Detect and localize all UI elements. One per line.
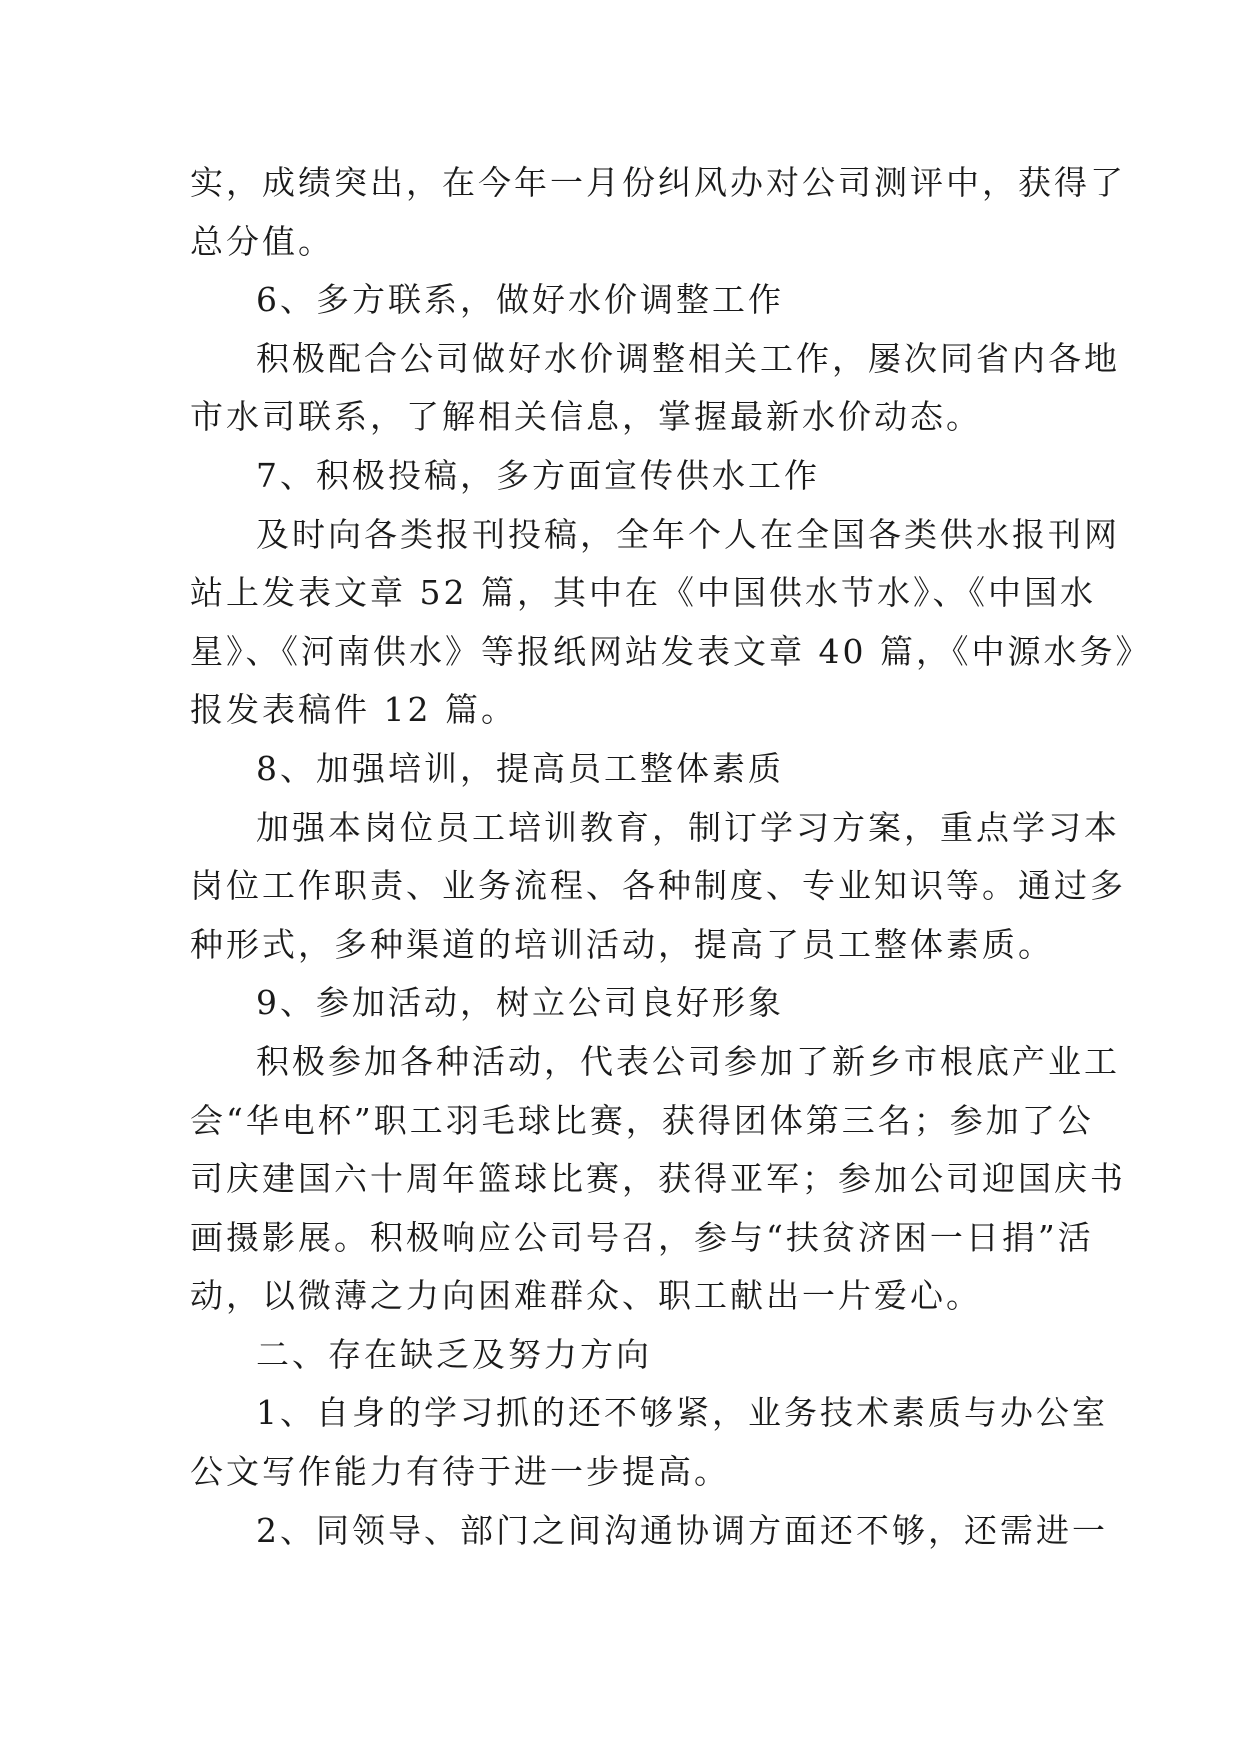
text-line: 种形式，多种渠道的培训活动，提高了员工整体素质。 (190, 924, 1054, 964)
text-line: 二、存在缺乏及努力方向 (256, 1334, 652, 1374)
text-line: 实，成绩突出，在今年一月份纠风办对公司测评中，获得了 (190, 163, 1126, 202)
text-line: 积极配合公司做好水价调整相关工作，屡次同省内各地 (256, 338, 1120, 378)
text-line: 总分值。 (190, 221, 334, 261)
text-line: 6、多方联系，做好水价调整工作 (256, 280, 784, 320)
text-line: 1、自身的学习抓的还不够紧，业务技术素质与办公室 (256, 1393, 1108, 1433)
text-line: 岗位工作职责、业务流程、各种制度、专业知识等。通过多 (190, 866, 1126, 906)
text-line: 加强本岗位员工培训教育，制订学习方案，重点学习本 (256, 807, 1120, 847)
text-line: 8、加强培训，提高员工整体素质 (256, 748, 784, 788)
text-line: 会“华电杯”职工羽毛球比赛，获得团体第三名；参加了公 (190, 1100, 1094, 1140)
text-line: 2、同领导、部门之间沟通协调方面还不够，还需进一 (256, 1510, 1108, 1550)
text-line: 公文写作能力有待于进一步提高。 (190, 1452, 730, 1492)
text-line: 动，以微薄之力向困难群众、职工献出一片爱心。 (190, 1276, 982, 1316)
text-line: 及时向各类报刊投稿，全年个人在全国各类供水报刊网 (256, 514, 1120, 554)
text-line: 积极参加各种活动，代表公司参加了新乡市根底产业工 (256, 1041, 1120, 1081)
text-line: 画摄影展。积极响应公司号召，参与“扶贫济困一日捐”活 (190, 1217, 1094, 1257)
text-line: 市水司联系，了解相关信息，掌握最新水价动态。 (190, 397, 982, 437)
document-body (190, 154, 1152, 1560)
text-line: 7、积极投稿，多方面宣传供水工作 (256, 455, 820, 495)
text-line: 9、参加活动，树立公司良好形象 (256, 983, 784, 1023)
text-line: 报发表稿件 12 篇。 (190, 690, 517, 730)
text-line: 星》、《河南供水》等报纸网站发表文章 40 篇，《中源水务》 (190, 631, 1152, 671)
text-line: 站上发表文章 52 篇，其中在《中国供水节水》、《中国水 (190, 573, 1096, 613)
text-line: 司庆建国六十周年篮球比赛，获得亚军；参加公司迎国庆书 (190, 1159, 1126, 1199)
